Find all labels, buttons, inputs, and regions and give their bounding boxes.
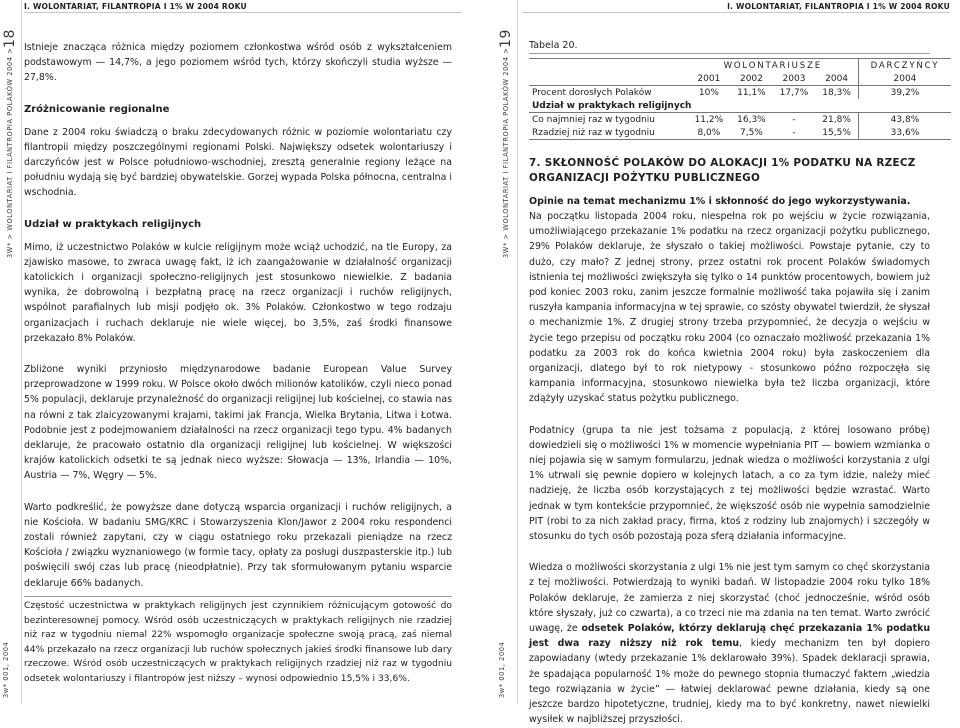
table-cell: - (773, 126, 816, 140)
table-caption: Tabela 20. (529, 40, 578, 51)
year-cell: 2002 (730, 72, 773, 86)
regional-paragraph: Dane z 2004 roku świadczą o braku zdecydowanych różnic w poziomie wolontariatu czy filantropii między poszczególnymi regionami Polski. Największy odsetek wolontariuszy i darczyńców jest w Polsce południowo-wschodniej, zresztą generalnie regiony leżące na południu wydają się być bardziej obywatelskie. Gorzej wypada Polska północna, centralna i wschodnia. (24, 126, 452, 199)
table-cell: 39,2% (890, 87, 920, 98)
row-label: Procent dorosłych Polaków (532, 87, 652, 98)
table-cell: 21,8% (815, 113, 858, 127)
p1-paragraph: Na początku listopada 2004 roku, niespełna rok po wejściu w życie rozwiązania, umożliwiającego przekazanie 1% podatku na rzecz organizacji pożytku publicznego, 29% Polaków deklaruje, że słyszało o takiej możliwości. Powstaje pytanie, czy to dużo, czy mało? Z jednej strony, przez ostatni rok procent Polaków świadomych istnienia tej możliwości zwiększyła się tylko o 14 punktów procentowych, bowiem już pod koniec 2003 roku, zanim jeszcze formalnie możliwość taka pojawiła się i zanim ruszyła kampania informacyjna w tej sprawie, co szósty obywatel twierdził, że słyszał o mechanizmie 1%. Z drugiej strony trzeba przypomnieć, że decyzja o wejściu w życie tego przepisu od początku roku 2004 (co oznaczało możliwość przekazania 1% podatku za 2003 rok do końca kwietnia 2004 roku) była zaskoczeniem dla organizacji, dlatego był to rok nietypowy - stosunkowo późno rozpoczęła się kampania informacyjna, stosunkowo niewielka była też liczba organizacji, które zdążyły uzyskać status pożytku publicznego. (529, 211, 930, 405)
table-cell: 8,0% (688, 126, 731, 140)
left-header-rule (24, 12, 462, 13)
table-cell: 16,3% (737, 114, 766, 125)
right-header-rule (522, 12, 950, 13)
left-page (0, 0, 480, 704)
year-cell: 2001 (688, 72, 731, 86)
table-cell: - (792, 114, 796, 125)
table-cell: 15,5% (815, 126, 858, 140)
year-cell: 2004 (815, 72, 858, 86)
right-page-number: 19 (498, 28, 514, 48)
right-column (529, 40, 940, 728)
left-side-issue: 3w* 001, 2004 (2, 641, 10, 698)
left-running-head: I. WOLONTARIAT, FILANTROPIA I 1% W 2004 ROKU (24, 2, 247, 11)
p2-paragraph: Podatnicy (grupa ta nie jest tożsama z populacją, z której losowano próbę) dowiedzieli się o możliwości 1% w momencie wypełniania PIT — bowiem wzmianka o niej pojawia się w samym formularzu, jednak wiedza o możliwości korzystania z ulgi 1% utrwali się pewnie dopiero w kolejnych latach, a co za tym idzie, należy mieć nadzieję, że liczba osób korzystających z tej możliwości będzie wzrastać. Warto jednak w tym kontekście przypomnieć, że większość osób nie wypełnia samodzielnie PIT (robi to za nich zakład pracy, firma, ktoś z rodziny lub znajomych) i szczegóły w stosunku do tych osób pozostają poza sferą działania informacyjne. (529, 424, 930, 543)
heading-regional: Zróżnicowanie regionalne (24, 103, 170, 115)
religious-paragraph: Mimo, iż uczestnictwo Polaków w kulcie religijnym może wciąż uchodzić, na tle Europy, za zjawisko masowe, to zwraca uwagę fakt, iż ich zaangażowanie w działalność organizacji katolickich i organizacji społeczno-religijnych jest stosunkowo niewielkie. Z badania wynika, że dobrowolną i bezpłatną pracę na rzecz organizacji i ruchów religijnych, wspólnot parafialnych lub misji podjęło ok. 3% Polaków. Członkostwo w tego rodzaju organizacjach i ruchach deklaruje nie wiele więcej, bo 3,5%, zaś środki finansowe przekazało 8% Polaków. (24, 241, 452, 344)
table-cell: 7,5% (730, 126, 773, 140)
footnote-box (24, 596, 452, 687)
table-cell: 43,8% (890, 114, 920, 125)
year-cell: 2004 (858, 72, 951, 86)
section-heading: 7. SKŁONNOŚĆ POLAKÓW DO ALOKACJI 1% PODATKU NA RZECZ ORGANIZACJI POŻYTKU PUBLICZNEGO (529, 157, 916, 184)
table-cell: 17,7% (779, 87, 809, 98)
left-column (24, 40, 452, 591)
table-cell: 33,6% (858, 126, 951, 140)
table-cell: 11,1% (737, 87, 766, 98)
right-side-issue: 3w* 001, 2004 (498, 641, 506, 698)
p3-paragraph: Wiedza o możliwości skorzystania z ulgi 1% nie jest tym samym co chęć skorzystania z tej możliwości. Potwierdzają to wyniki badań. W listopadzie 2004 roku tylko 18% Polaków deklaruje, że zamierza z niej skorzystać (choć jednocześnie, wśród osób które słyszały, już co czwarta), a co trzeci nie ma zdania na ten temat. Warto zwrócić uwagę, że odsetek Polaków, którzy deklarują chęć przekazania 1% podatku jest dwa razy niższy niż rok temu, kiedy mechanizm ten był dopiero zapowiadany (wtedy przekazanie 1% deklarowało 39%). Spadek deklaracji sprawia, że spadająca popularność 1% może do pewnego stopnia tłumaczyć faktem „wiedzia tego rozwiązania w życie” — łatwiej deklarować pewne działania, kiedy są one jeszcze bardzo hipotetyczne, trudniej, kiedy ma to być konkretny, nawet niewielki wysiłek w najbliższej przyszłości. (529, 562, 930, 726)
footnote-text: Częstość uczestnictwa w praktykach religijnych jest czynnikiem różnicującym gotowość do bezinteresownej pomocy. Wśród osób uczestniczących w praktykach religijnych nie rzadziej niż raz w tygodniu niemal 22% wspomogło organizacje społeczne swoją pracą, zaś niemal 44% przekazało na rzecz organizacji lub ruchów społecznych jakieś środki finansowe lub dary rzeczowe. Wśród osób uczestniczących w praktykach religijnych rzadziej niż raz w tygodniu odsetek wolontariuszy i filantropów jest niższy – wynosi odpowiednio 15,5% i 33,6%. (24, 601, 452, 684)
p3-bold: odsetek Polaków, którzy deklarują chęć przekazania 1% podatku jest dwa razy niższy niż rok temu (529, 623, 930, 650)
table-top-rule (529, 53, 930, 54)
data-table (529, 58, 951, 140)
table-cell: 11,2% (694, 114, 724, 125)
table-cell: 18,3% (815, 86, 858, 100)
intro-paragraph: Istnieje znacząca różnica między poziomem członkostwa wśród osób z wykształceniem podstawowym — 14,7%, a jego poziomem wśród tych, którzy skończyli studia wyższe — 27,8%. (24, 42, 452, 84)
heading-religious: Udział w praktykach religijnych (24, 218, 202, 230)
table-subheader: Udział w praktykach religijnych (529, 99, 951, 113)
left-page-number: 18 (2, 28, 18, 48)
header-donors: DARCZYŃCY (858, 59, 951, 73)
left-side-title: 3W* > WOLONTARIAT I FILANTROPIA POLAKÓW 2004 >18 (2, 28, 18, 258)
year-cell: 2003 (773, 72, 816, 86)
evs-paragraph: Zbliżone wyniki przyniosło międzynarodowe badanie European Value Survey przeprowadzone w 1999 roku. W Polsce około dwóch milionów katolików, czyli nieco ponad 5% populacji, deklaruje przynależność do organizacji religijnej lub kościelnej, co stawia nas na równi z tak zlaicyzowanymi krajami, takimi jak Francja, Wielka Brytania, Litwa i Łotwa. Podobnie jest z podejmowaniem działalności na rzecz organizacji tego typu. 4% badanych deklaruje, że pracowało ostatnio dla organizacji religijnej lub kościelnej. W większości krajów katolickich odsetki te są jednak nieco wyższe: Słowacja — 13%, Irlandia — 10%, Austria — 7%, Węgry — 5%. (24, 364, 452, 482)
church-paragraph: Warto podkreślić, że powyższe dane dotyczą wsparcia organizacji i ruchów religijnych, a nie Kościoła. W badaniu SMG/KRC i Stowarzyszenia Klon/Jawor z 2004 roku respondenci zostali również zapytani, czy w ciągu ostatniego roku przekazali pieniądze na rzecz Kościoła / związku wyznaniowego (w formie tacy, opłaty za posługi duszpasterskie itp.) lub poświęcili swój czas lub pracę (nieodpłatnie). Przy tak sformułowanym pytaniu wsparcie deklaruje 66% badanych. (24, 501, 452, 589)
left-side-strip (0, 0, 22, 704)
header-volunteers: WOLONTARIUSZE (688, 59, 859, 73)
row-label: Co najmniej raz w tygodniu (532, 114, 655, 125)
right-side-strip (496, 0, 518, 704)
table-cell: 10% (698, 87, 719, 98)
right-running-head: I. WOLONTARIAT, FILANTROPIA I 1% W 2004 ROKU (727, 2, 950, 11)
lead-line: Opinie na temat mechanizmu 1% i skłonność do jego wykorzystywania. (529, 196, 911, 207)
row-label: Rzadziej niż raz w tygodniu (529, 126, 688, 140)
right-side-title: 3W* > WOLONTARIAT I FILANTROPIA POLAKÓW 2004 >19 (498, 28, 514, 258)
right-page (480, 0, 960, 726)
